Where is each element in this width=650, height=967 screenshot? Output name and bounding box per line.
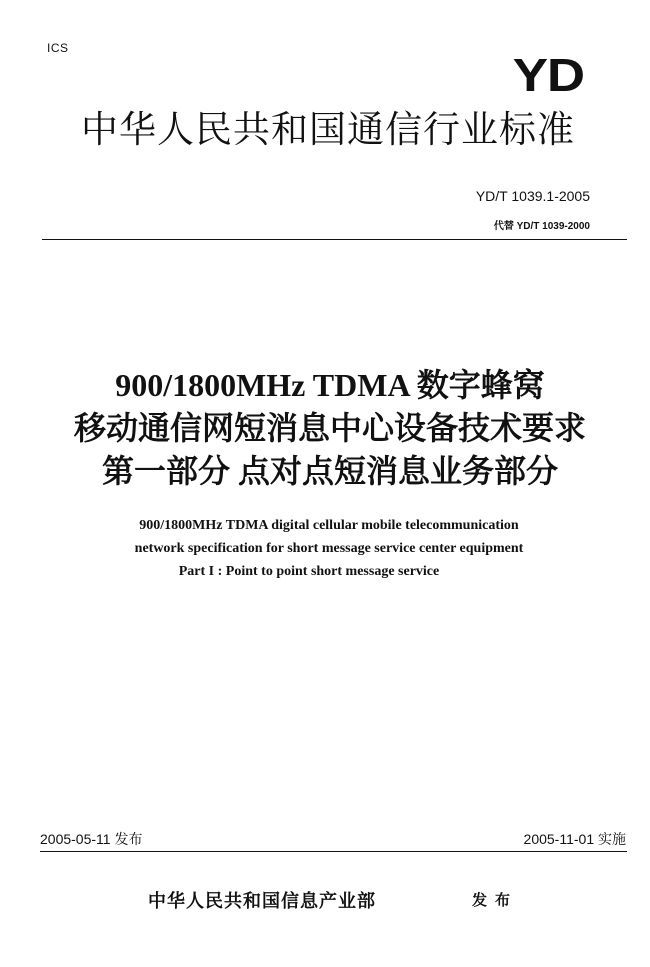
english-title-line-3: Part I : Point to point short message service	[178, 564, 440, 579]
english-title-line-1: 900/1800MHz TDMA digital cellular mobile telecommunication	[139, 518, 519, 533]
implement-date: 2005-11-01 实施	[523, 831, 626, 847]
issuer-name: 中华人民共和国信息产业部	[148, 891, 376, 912]
standard-title: 中华人民共和国通信行业标准	[81, 108, 575, 151]
chinese-title-line-1: 900/1800MHz TDMA 数字蜂窝	[115, 367, 545, 403]
chinese-title-line-3: 第一部分 点对点短消息业务部分	[101, 453, 558, 489]
replaces-code: 代替 YD/T 1039-2000	[493, 221, 590, 232]
publish-date: 2005-05-11 发布	[40, 831, 143, 847]
standard-code: YD/T 1039.1-2005	[475, 188, 590, 204]
footer-divider	[40, 851, 627, 852]
english-title	[0, 514, 650, 583]
ics-label: ICS	[47, 41, 69, 55]
english-title-line-2: network specification for short message service center equipment	[134, 541, 524, 556]
yd-logo: YD	[512, 49, 584, 101]
chinese-title-line-2: 移动通信网短消息中心设备技术要求	[73, 410, 586, 446]
chinese-title	[0, 364, 650, 493]
issuer-action: 发布	[472, 891, 519, 909]
header-divider	[42, 239, 627, 240]
